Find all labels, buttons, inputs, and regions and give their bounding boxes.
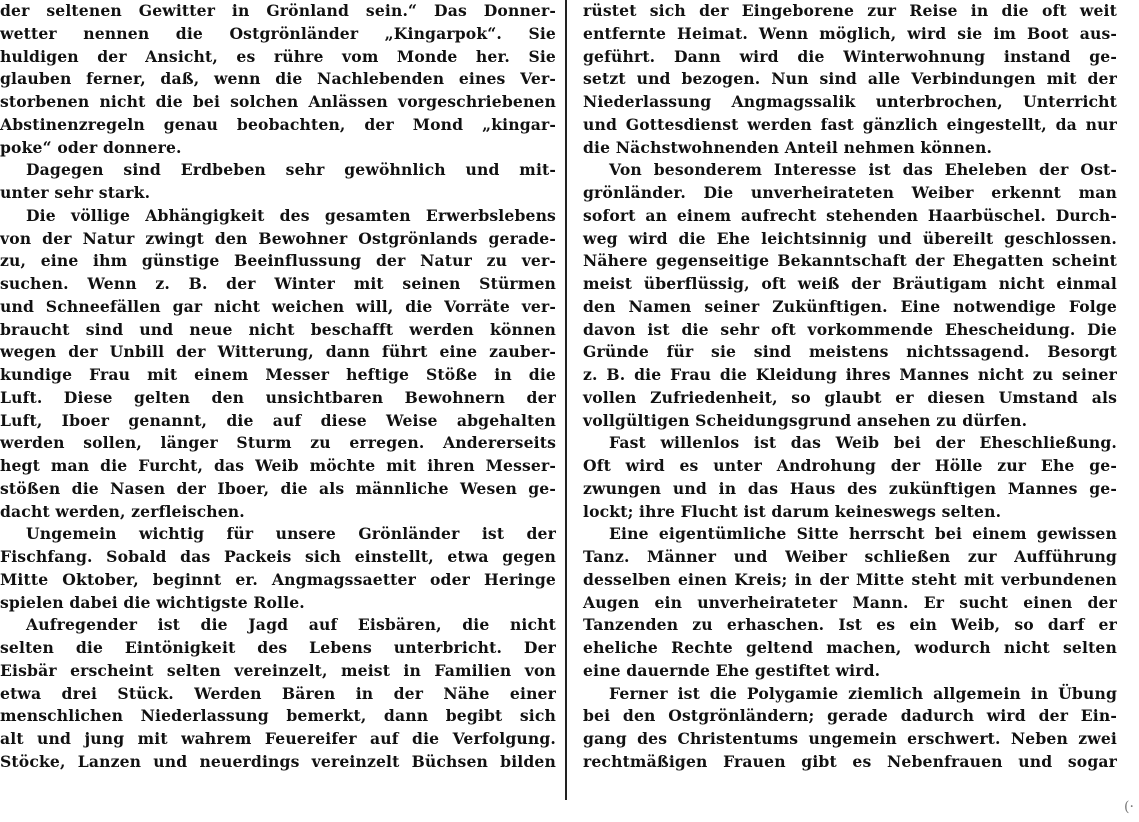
column-divider (565, 0, 567, 800)
text-line: selten die Eintönigkeit des Lebens unterbricht. Der (0, 638, 556, 657)
text-line: wegen der Unbill der Witterung, dann führt eine zauber- (0, 342, 556, 362)
text-line: rüstet sich der Eingeborene zur Reise in die oft weit (583, 1, 1117, 20)
text-line: rechtmäßigen Frauen gibt es Nebenfrauen und sogar (583, 751, 1117, 771)
text-line: poke“ oder donnere. (0, 137, 182, 157)
text-line: stößen die Nasen der Iboer, die als männliche Wesen ge- (0, 478, 556, 498)
text-line: Ungemein wichtig für unsere Grönländer ist der (26, 524, 556, 544)
text-line: werden sollen, länger Sturm zu erregen. Andererseits (0, 433, 556, 453)
text-line: der seltenen Gewitter in Grönland sein.“ Das Donner- (0, 1, 556, 20)
text-line: sofort an einem aufrecht stehenden Haarbüschel. Durch- (583, 205, 1117, 225)
text-line: Fast willenlos ist das Weib bei der Eheschließung. (609, 433, 1117, 453)
text-line: davon ist die sehr oft vorkommende Ehescheidung. Die (583, 319, 1117, 339)
text-line: weg wird die Ehe leichtsinnig und übereilt geschlossen. (583, 228, 1117, 248)
text-line: storbenen nicht die bei solchen Anlässen vorgeschriebenen (0, 92, 556, 111)
text-line: Dagegen sind Erdbeben sehr gewöhnlich und mit- (26, 160, 556, 180)
text-line: desselben einen Kreis; in der Mitte steht mit verbundenen (583, 569, 1117, 589)
text-line: vollen Zufriedenheit, so glaubt er diesen Umstand als (583, 387, 1117, 407)
text-line: vollgültigen Scheidungsgrund ansehen zu dürfen. (583, 410, 1028, 430)
text-line: lockt; ihre Flucht ist darum keineswegs selten. (583, 501, 1002, 521)
text-line: Gründe für sie sind meistens nichtssagend. Besorgt (583, 342, 1117, 362)
text-line: menschlichen Niederlassung bemerkt, dann begibt sich (0, 706, 556, 726)
text-line: und Schneefällen gar nicht weichen will, die Vorräte ver- (0, 296, 556, 316)
text-line: Tanzenden zu erhaschen. Ist es ein Weib, so darf er (583, 615, 1117, 635)
text-line: Abstinenzregeln genau beobachten, der Mond „kingar- (0, 114, 556, 134)
text-line: zu, eine ihm günstige Beeinflussung der Natur zu ver- (0, 251, 556, 271)
text-line: Die völlige Abhängigkeit des gesamten Erwerbslebens (26, 205, 556, 225)
text-line: kundige Frau mit einem Messer heftige Stöße in die (0, 365, 556, 384)
text-line: meist überflüssig, oft weiß der Bräutigam nicht einmal (583, 274, 1117, 293)
text-line: unter sehr stark. (0, 183, 151, 202)
text-line: spielen dabei die wichtigste Rolle. (0, 592, 305, 612)
text-line: Luft, Iboer genannt, die auf diese Weise abgehalten (0, 410, 556, 430)
text-line: eheliche Rechte geltend machen, wodurch nicht selten (583, 638, 1117, 657)
text-line: Eisbär erscheint selten vereinzelt, meist in Familien von (0, 660, 556, 680)
text-line: braucht sind und neue nicht beschafft werden können (0, 319, 556, 339)
text-line: Eine eigentümliche Sitte herrscht bei einem gewissen (609, 524, 1117, 544)
text-line: alt und jung mit wahrem Feuereifer auf die Verfolgung. (0, 729, 556, 748)
text-line: zwungen und in das Haus des zukünftigen Mannes ge- (583, 478, 1117, 498)
text-line: geführt. Dann wird die Winterwohnung instand ge- (583, 46, 1117, 66)
text-line: hegt man die Furcht, das Weib möchte mit ihren Messer- (0, 456, 556, 475)
text-line: bei den Ostgrönländern; gerade dadurch wird der Ein- (583, 706, 1117, 726)
text-line: suchen. Wenn z. B. der Winter mit seinen Stürmen (0, 274, 556, 293)
text-line: Nähere gegenseitige Bekanntschaft der Ehegatten scheint (583, 251, 1117, 271)
text-line: entfernte Heimat. Wenn möglich, wird sie im Boot aus- (583, 23, 1117, 43)
text-line: huldigen der Ansicht, es rühre vom Monde her. Sie (0, 46, 556, 66)
text-line: setzt und bezogen. Nun sind alle Verbindungen mit der (583, 69, 1117, 89)
text-line: glauben ferner, daß, wenn die Nachlebenden eines Ver- (0, 69, 556, 89)
text-line: Mitte Oktober, beginnt er. Angmagssaetter oder Heringe (0, 569, 556, 589)
text-line: und Gottesdienst werden fast gänzlich eingestellt, da nur (583, 114, 1117, 134)
text-line: dacht werden, zerfleischen. (0, 501, 245, 521)
text-line: Augen ein unverheirateter Mann. Er sucht einen der (583, 592, 1117, 612)
text-line: die Nächstwohnenden Anteil nehmen können. (583, 137, 993, 157)
text-line: von der Natur zwingt den Bewohner Ostgrönlands gerade- (0, 228, 556, 248)
text-line: eine dauernde Ehe gestiftet wird. (583, 660, 881, 680)
text-line: Niederlassung Angmagssalik unterbrochen, Unterricht (583, 92, 1117, 111)
text-line: Fischfang. Sobald das Packeis sich einstellt, etwa gegen (0, 547, 556, 566)
text-line: etwa drei Stück. Werden Bären in der Nähe einer (0, 683, 556, 703)
text-line: Von besonderem Interesse ist das Eheleben der Ost- (609, 160, 1117, 180)
text-line: grönländer. Die unverheirateten Weiber erkennt man (583, 183, 1117, 202)
text-line: wetter nennen die Ostgrönländer „Kingarpok“. Sie (0, 23, 556, 43)
text-line: Luft. Diese gelten den unsichtbaren Bewohnern der (0, 387, 556, 407)
text-line: Ferner ist die Polygamie ziemlich allgemein in Übung (609, 683, 1117, 703)
scan-speck: (· (1124, 799, 1134, 815)
text-line: gang des Christentums ungemein erschwert. Neben zwei (583, 729, 1117, 748)
text-line: den Namen seiner Zukünftigen. Eine notwendige Folge (583, 296, 1117, 316)
text-line: Tanz. Männer und Weiber schließen zur Aufführung (583, 547, 1117, 566)
text-line: Oft wird es unter Androhung der Hölle zur Ehe ge- (583, 456, 1117, 475)
text-line: z. B. die Frau die Kleidung ihres Mannes nicht zu seiner (583, 365, 1117, 384)
text-line: Stöcke, Lanzen und neuerdings vereinzelt Büchsen bilden (0, 751, 556, 771)
text-line: Aufregender ist die Jagd auf Eisbären, die nicht (26, 615, 556, 635)
